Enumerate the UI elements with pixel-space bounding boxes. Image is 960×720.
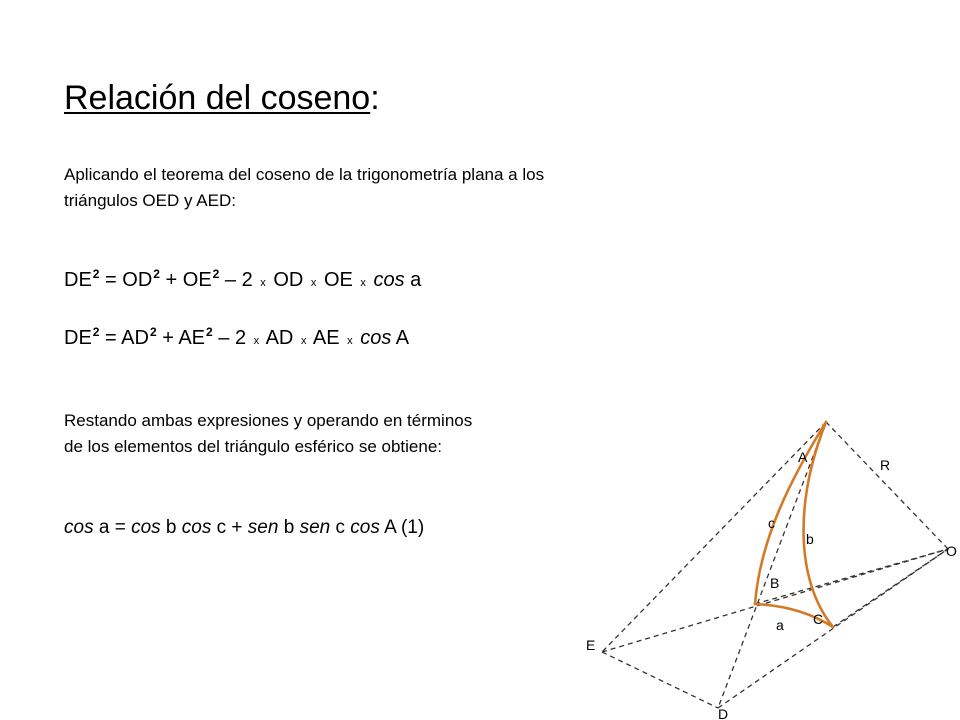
eq3-a-equals: a = [93, 517, 132, 538]
eq2-cos: cos [354, 327, 392, 349]
eq3-b: b [160, 517, 182, 538]
label-O: O [946, 543, 957, 559]
equation-oed [64, 266, 421, 297]
label-E: E [586, 637, 596, 653]
eq3-A-ref: A (1) [379, 517, 425, 538]
eq2-times-1: x [253, 335, 260, 347]
label-A: A [798, 449, 808, 465]
edge-E-D [602, 652, 718, 708]
eq3-cos-b: cos [131, 517, 161, 538]
equation-aed [64, 324, 409, 355]
eq3-c-plus: c + [211, 517, 248, 538]
label-c: c [768, 515, 775, 531]
edge-A-D [718, 422, 826, 708]
eq2-ad: = AD [99, 327, 149, 349]
eq3-c2: c [330, 517, 351, 538]
eq2-times-3: x [347, 335, 353, 347]
page-title [64, 76, 380, 120]
label-B: B [770, 575, 780, 591]
edge-B-O [755, 549, 948, 604]
edge-A-E [602, 422, 826, 652]
eq1-cos: cos [367, 269, 405, 291]
eq3-sen-b: sen [247, 517, 279, 538]
label-a: a [776, 617, 784, 633]
eq2-sq-2: 2 [149, 325, 157, 339]
title-colon: : [370, 79, 380, 117]
intro-paragraph [64, 162, 704, 214]
eq3-b2: b [278, 517, 300, 538]
spherical-triangle-diagram [580, 400, 960, 720]
eq2-ae-term: AE [308, 327, 346, 349]
eq1-sq-1: 2 [92, 267, 100, 281]
eq1-sq-2: 2 [153, 267, 160, 281]
edge-A-O [826, 422, 948, 549]
eq2-sq-1: 2 [92, 325, 100, 339]
eq1-minus-2: – 2 [219, 269, 259, 291]
derivation-line-1: Restando ambas expresiones y operando en términos [64, 411, 473, 430]
eq2-minus-2: – 2 [212, 327, 252, 349]
eq1-od: = OD [99, 269, 153, 291]
cosine-rule-equation [64, 514, 424, 542]
eq2-ad-term: AD [261, 327, 299, 349]
eq1-de: DE [64, 269, 92, 291]
eq1-times-1: x [260, 277, 266, 289]
intro-line-2: triángulos OED y AED: [64, 191, 236, 210]
eq2-angle: A [391, 327, 410, 349]
eq1-times-3: x [360, 277, 366, 289]
eq3-cos-A: cos [350, 517, 380, 538]
eq3-sen-c: sen [299, 517, 331, 538]
eq1-angle: a [404, 269, 422, 291]
eq2-sq-3: 2 [206, 325, 213, 339]
eq1-sq-3: 2 [212, 267, 220, 281]
eq3-cos-c: cos [181, 517, 212, 538]
label-D: D [718, 706, 729, 720]
label-R: R [880, 457, 891, 473]
eq1-times-2: x [310, 277, 317, 289]
eq2-ae: + AE [156, 327, 206, 349]
eq2-times-2: x [300, 335, 307, 347]
eq2-de: DE [64, 327, 92, 349]
derivation-paragraph [64, 408, 624, 460]
eq1-oe-term: OE [318, 269, 359, 291]
label-b: b [806, 531, 814, 547]
eq1-oe: + OE [159, 269, 212, 291]
title-text: Relación del coseno [64, 79, 371, 117]
derivation-line-2: de los elementos del triángulo esférico se obtiene: [64, 437, 443, 456]
intro-line-1: Aplicando el teorema del coseno de la trigonometría plana a los [64, 165, 545, 184]
eq1-od-term: OD [267, 269, 309, 291]
edge-D-O [718, 549, 948, 708]
label-C: C [813, 611, 824, 627]
eq3-cos-a: cos [64, 517, 94, 538]
